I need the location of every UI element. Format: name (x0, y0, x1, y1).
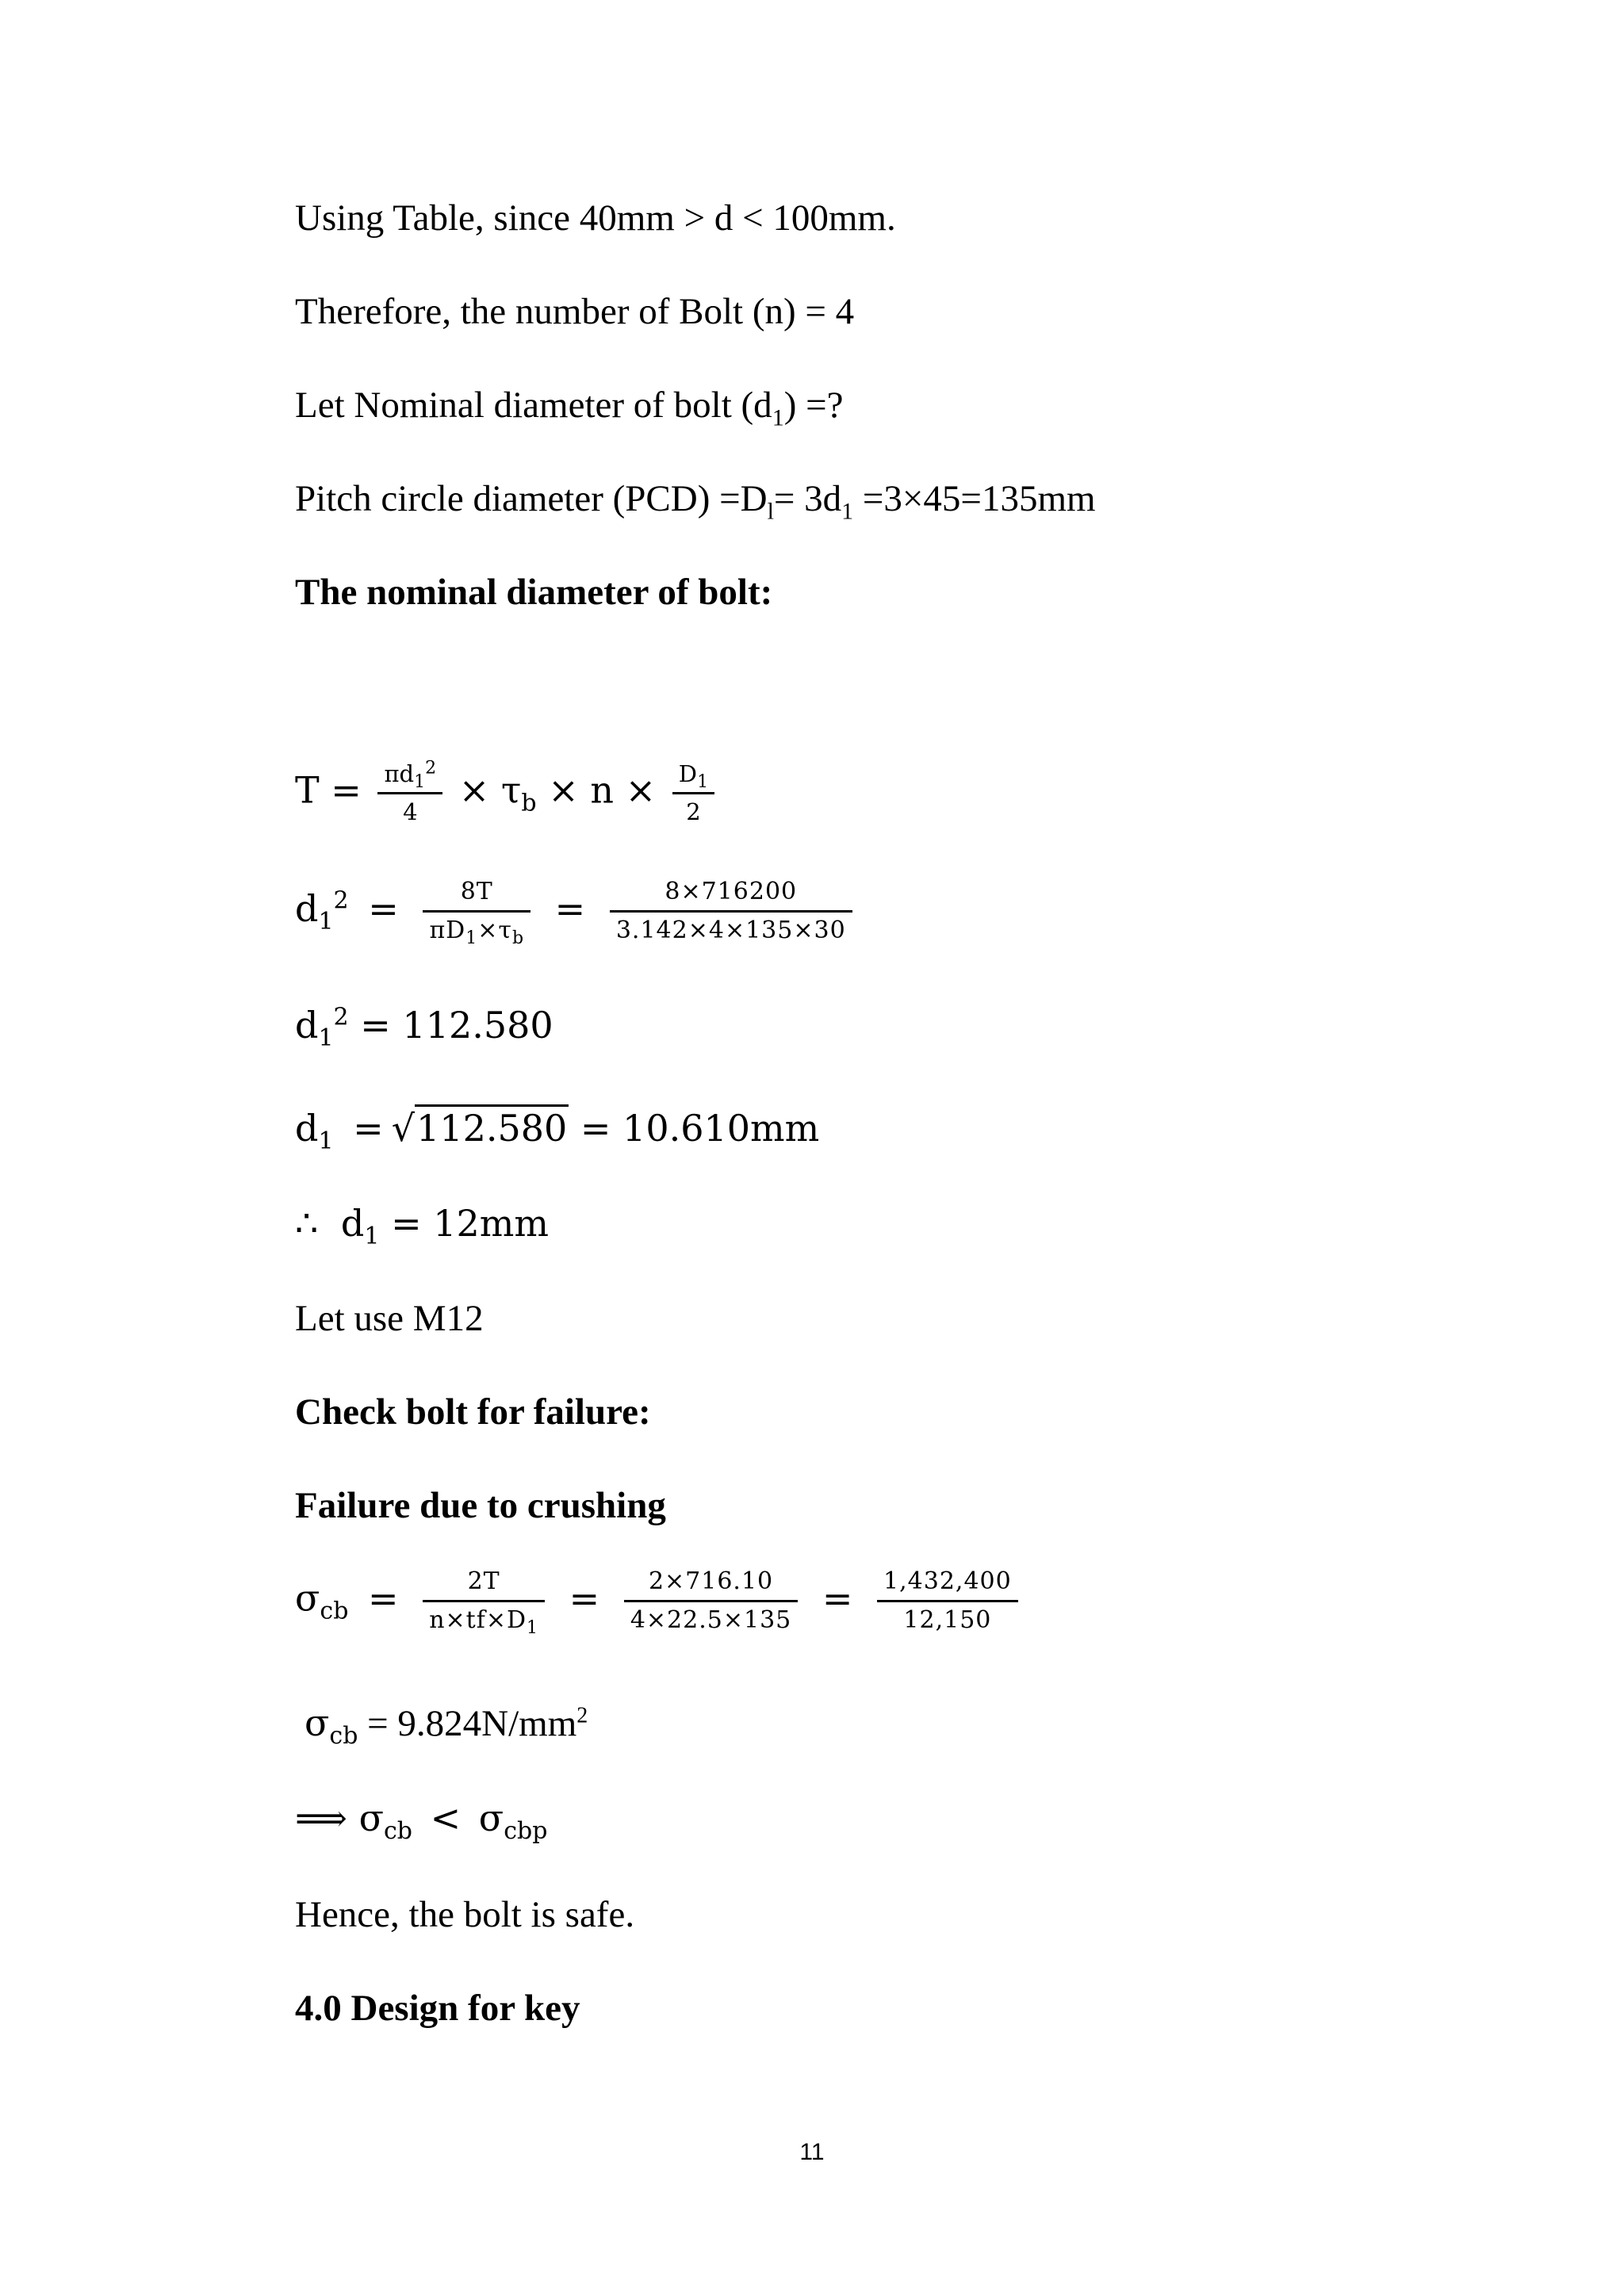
d1-final-line: ∴ $d_1 = 12mm$ (295, 1202, 550, 1251)
d1-sqrt-line: $d_1 = √112.580 = 10.610mm$ (295, 1110, 819, 1146)
d1-squared-formula: $d_1^2$ = $\frac{8T}{\pi D_1\times\tau_b}$ = $\frac{8\times 716200}{3.142\times 4\times 135\times 30}$ (295, 880, 857, 943)
sigma-value-superscript: 2 (576, 1703, 588, 1728)
bolt-count-line: Therefore, the number of Bolt (n) = 4 (295, 291, 855, 332)
d1-final-value: = 12mm (391, 1202, 550, 1245)
d1-result: = 10.610mm (580, 1107, 820, 1150)
torque-lhs: T = (295, 768, 362, 812)
sigma-f1-numerator: 2T (423, 1570, 545, 1602)
torque-f1-denominator: 4 (403, 798, 418, 825)
d1-squared-value-line: $d_1^2 = 112.580$ (295, 1003, 553, 1053)
sigma-cbp-subscript: cbp (504, 1817, 548, 1846)
d1sq-f2-denominator: 3.142×4×135×30 (615, 916, 846, 944)
safe-conclusion: Hence, the bolt is safe. (295, 1894, 635, 1935)
sigma-f2-denominator: 4×22.5×135 (630, 1606, 792, 1634)
sigma-fraction-2 (624, 1567, 798, 1634)
torque-fraction-2: $\frac{D_1}{2}$ (672, 763, 714, 824)
torque-times-tau: × τ (458, 768, 522, 812)
sigma-f3-denominator: 12,150 (903, 1606, 992, 1634)
d1sq-f2-numerator: 8×716200 (610, 880, 852, 913)
nominal-q-text: Let Nominal diameter of bolt (d (295, 385, 772, 426)
d1sq-fraction-2 (610, 880, 852, 943)
implies-symbol: ⟹ (295, 1797, 347, 1839)
d1-squared-lhs: $d_1^2$ (295, 886, 349, 936)
pcd-subscript-2: 1 (841, 498, 854, 525)
sigma-f1-denominator: n×tf×D (429, 1606, 527, 1634)
page-number: 11 (799, 2139, 825, 2165)
heading-nominal-diameter: The nominal diameter of bolt: (295, 572, 773, 613)
sigma-value: = 9.824N/mm (358, 1703, 577, 1744)
torque-fraction-1: $\frac{\pi d_1^2}{4}$ (377, 763, 442, 824)
sigma-subscript: cb (320, 1597, 349, 1625)
pcd-result: =3×45=135mm (853, 478, 1096, 519)
sigma-fraction-3 (877, 1567, 1018, 1634)
d1sq-f1-denominator: πD (429, 916, 466, 944)
d1sq-fraction-1: $\frac{8T}{\pi D_1\times\tau_b}$ (423, 880, 530, 943)
sigma-value-line: $\sigma_{cb} = 9.824N/mm^2$ (304, 1701, 588, 1751)
sigma-f3-numerator: 1,432,400 (877, 1570, 1018, 1602)
sigma-symbol: σ (295, 1576, 320, 1620)
heading-design-key: 4.0 Design for key (295, 1988, 580, 2029)
therefore-symbol: ∴ (295, 1202, 319, 1245)
torque-f1-numerator: πd (384, 760, 415, 787)
torque-equation (295, 758, 719, 825)
heading-crushing: Failure due to crushing (295, 1485, 666, 1526)
nominal-q-subscript: 1 (772, 404, 784, 431)
pcd-subscript-1: l (767, 498, 774, 525)
sigma-formula: $\sigma_{cb}$ = $\frac{2T}{n\times tf\times D_1}$ = $\frac{2\times 716.10}{4\times 22.5\times 135}$ = $\frac{1,432,400}{12,150}$ (295, 1570, 1023, 1632)
torque-f2-numerator: D (678, 760, 698, 787)
sqrt-radicand: 112.580 (415, 1104, 569, 1150)
torque-f2-denominator: 2 (686, 798, 701, 825)
nominal-q-end: ) =? (783, 385, 844, 426)
pcd-text: Pitch circle diameter (PCD) =D (295, 478, 768, 519)
sqrt-expression: √112.580 (392, 1110, 569, 1146)
sigma-comparison-line: ⟹ $\sigma_{cb} < \sigma_{cbp}$ (295, 1797, 548, 1846)
d1-squared-value: = 112.580 (360, 1004, 553, 1047)
table-note: Using Table, since 40mm > d < 100mm. (295, 197, 896, 239)
tau-subscript: b (521, 789, 537, 817)
torque-times-n: × n × (548, 768, 657, 812)
use-m12-line: Let use M12 (295, 1298, 484, 1339)
pcd-mid: = 3d (773, 478, 842, 519)
nominal-diameter-question (295, 385, 844, 431)
pcd-line (295, 478, 1096, 525)
less-than-symbol: < (430, 1797, 462, 1839)
sigma-f2-numerator: 2×716.10 (624, 1570, 798, 1602)
heading-check-failure: Check bolt for failure: (295, 1391, 651, 1433)
d1sq-f1-numerator: 8T (423, 880, 530, 913)
sigma-fraction-1: $\frac{2T}{n\times tf\times D_1}$ (423, 1570, 545, 1632)
d1sq-f1-den-mid: ×τ (477, 916, 512, 944)
